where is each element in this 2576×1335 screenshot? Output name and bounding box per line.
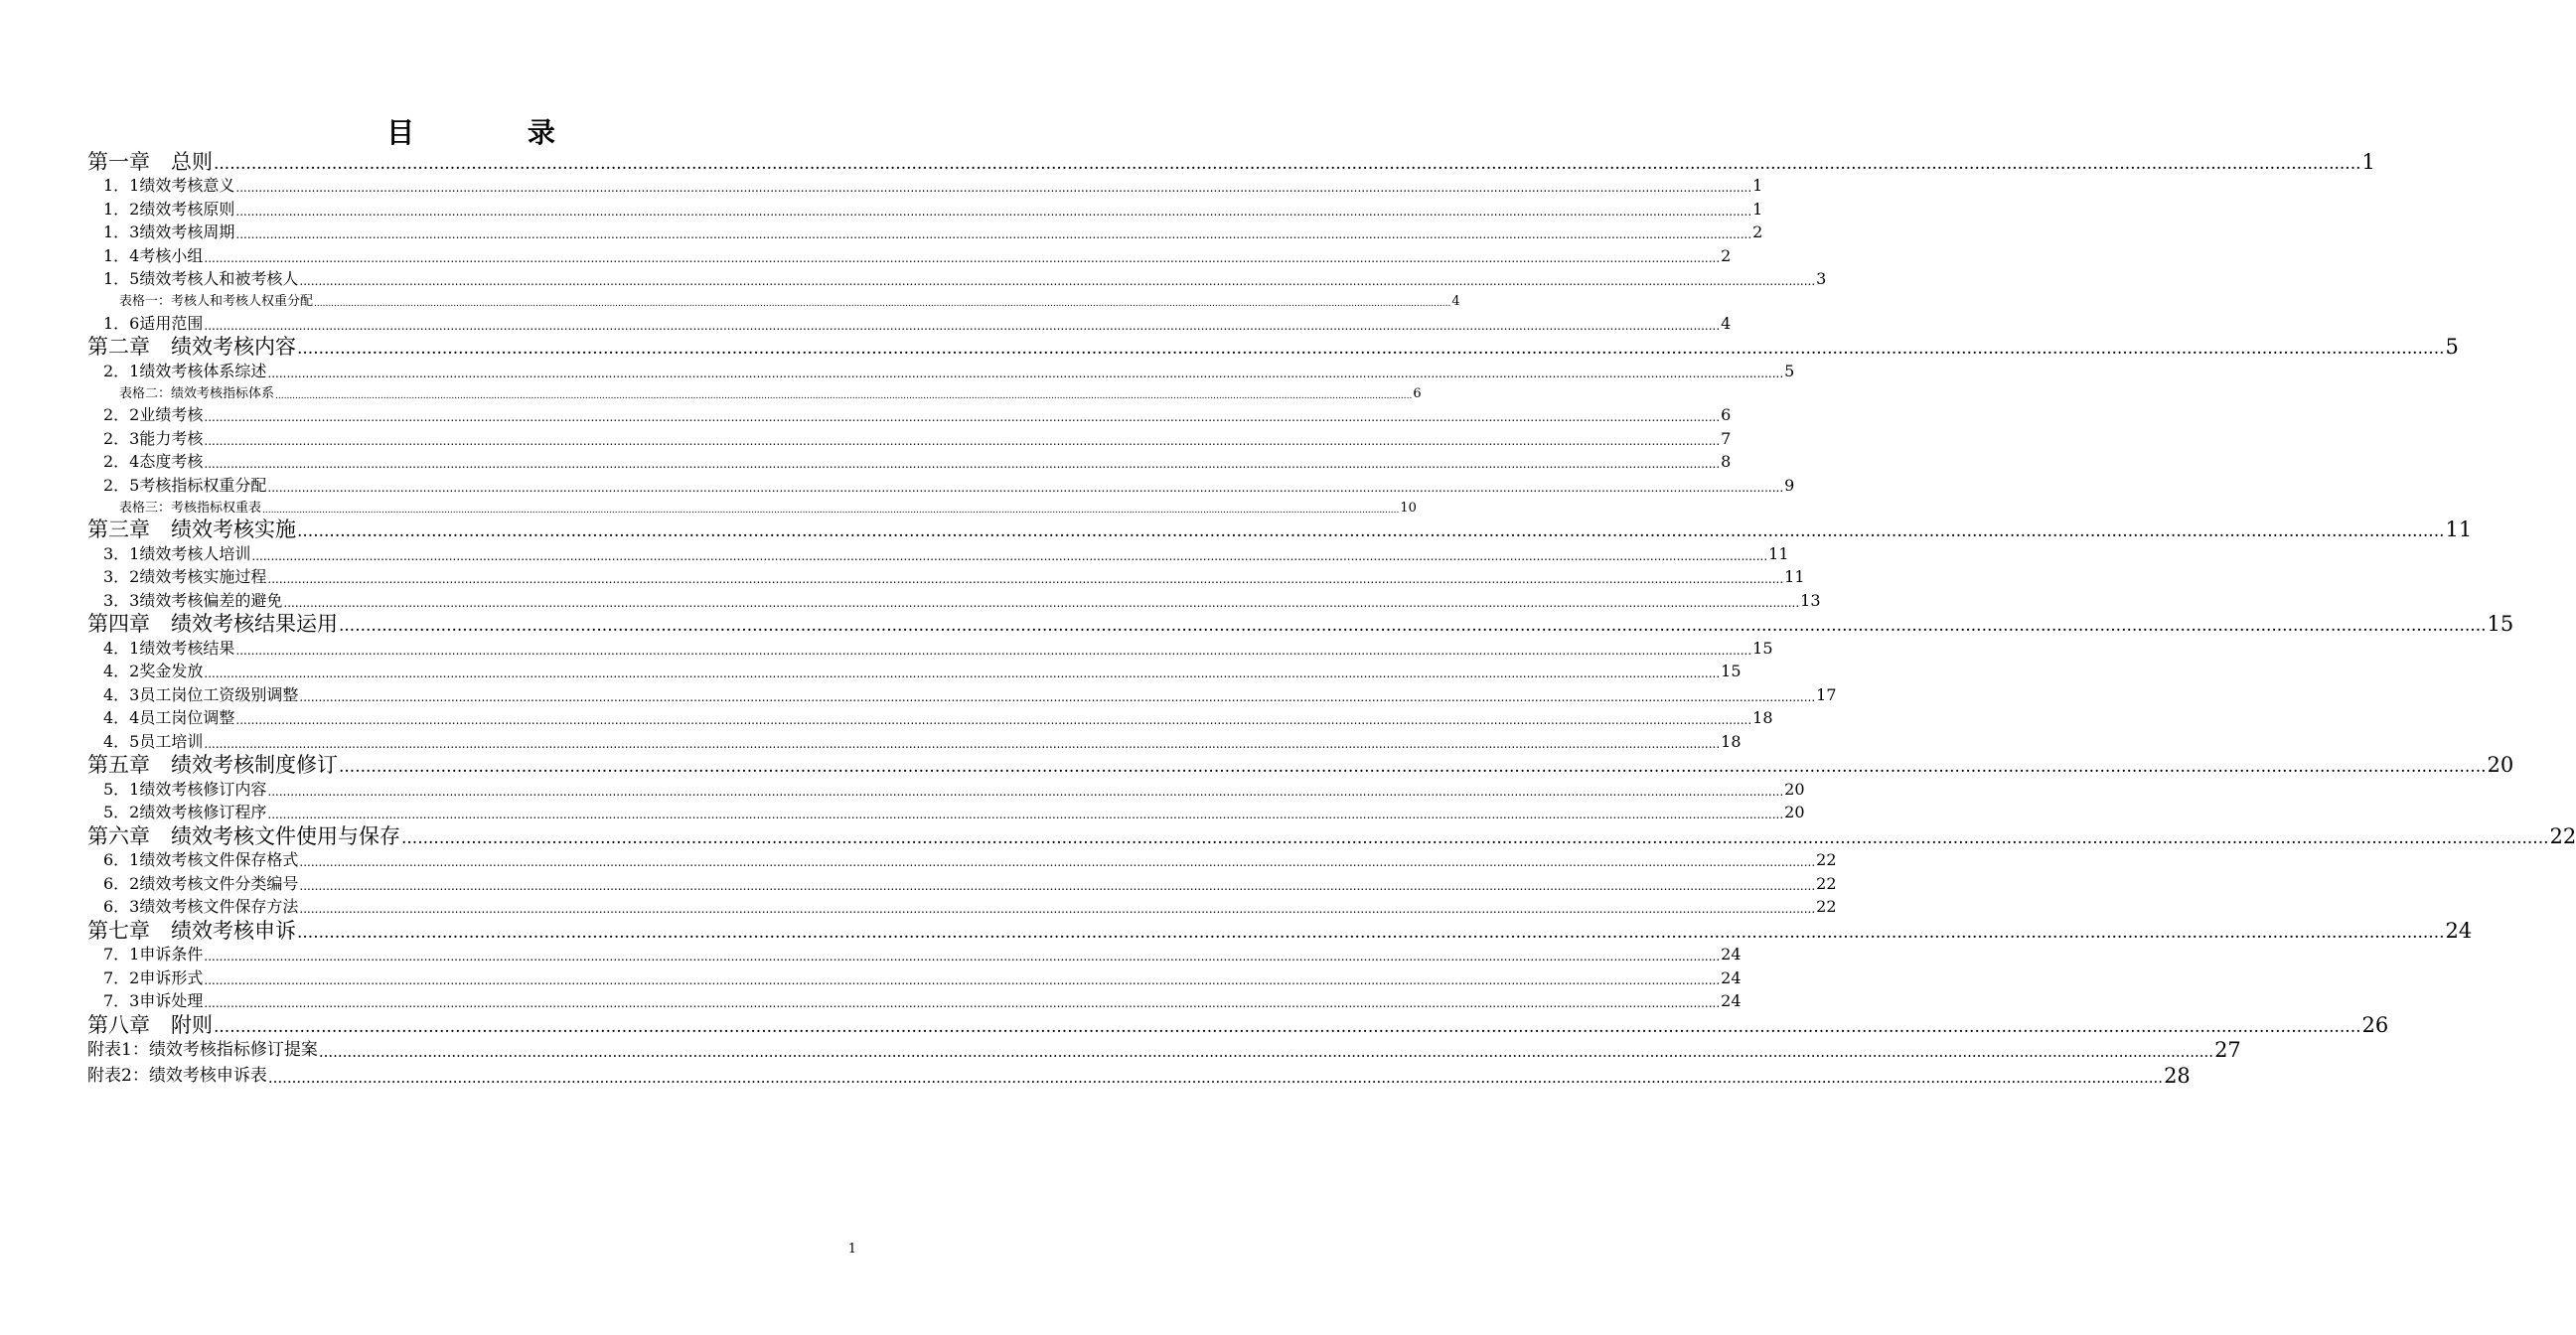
toc-entry[interactable]: [87, 565, 1805, 589]
toc-entry[interactable]: [87, 660, 1742, 683]
dot-leader: ................................................................................................................................................................................................................................................................................................................................................................................................................: [204, 667, 1721, 680]
dot-leader: ................................................................................................................................................................................................................................................................................................................................................................................................................: [267, 572, 1784, 586]
toc-entry-page: 15: [1752, 638, 1773, 658]
dot-leader: ................................................................................................................................................................................................................................................................................................................................................................................................................: [267, 808, 1784, 821]
toc-entry[interactable]: [87, 382, 1422, 403]
toc-entry-page: 24: [1721, 945, 1742, 964]
dot-leader: ................................................................................................................................................................................................................................................................................................................................................................................................................: [299, 274, 1816, 288]
dot-leader: ................................................................................................................................................................................................................................................................................................................................................................................................................: [297, 922, 2445, 943]
toc-entry-page: 1: [1752, 199, 1763, 219]
toc-entry[interactable]: [87, 267, 1827, 291]
toc-entry-page: 15: [1721, 662, 1742, 680]
toc-entry-page: 10: [1400, 500, 1417, 516]
toc-entry[interactable]: [87, 149, 2375, 174]
toc-entry[interactable]: [87, 918, 2473, 943]
toc-entry[interactable]: [87, 335, 2459, 360]
toc-entry-page: 11: [2445, 518, 2473, 541]
dot-leader: ................................................................................................................................................................................................................................................................................................................................................................................................................: [318, 1043, 2214, 1061]
toc-entry-title: 附表1：绩效考核指标修订提案: [87, 1040, 318, 1060]
toc-entry[interactable]: [87, 541, 1789, 565]
toc-entry[interactable]: [87, 174, 1763, 198]
toc-entry-page: 20: [1784, 803, 1805, 821]
toc-entry-title: 第三章 绩效考核实施: [87, 518, 296, 541]
toc-entry-title: 4．5员工培训: [103, 731, 204, 751]
toc-entry[interactable]: [87, 403, 1732, 427]
dot-leader: ................................................................................................................................................................................................................................................................................................................................................................................................................: [297, 521, 2445, 541]
dot-leader: ................................................................................................................................................................................................................................................................................................................................................................................................................: [262, 505, 1400, 516]
toc-entry-title: 第二章 绩效考核内容: [87, 335, 296, 359]
dot-leader: ................................................................................................................................................................................................................................................................................................................................................................................................................: [235, 181, 1752, 195]
dot-leader: ................................................................................................................................................................................................................................................................................................................................................................................................................: [299, 689, 1816, 704]
page-title: 目 录: [386, 116, 557, 149]
toc-entry-title: 第八章 附则: [87, 1012, 213, 1037]
toc-entry[interactable]: [87, 612, 2514, 637]
dot-leader: ................................................................................................................................................................................................................................................................................................................................................................................................................: [297, 339, 2445, 359]
dot-leader: ................................................................................................................................................................................................................................................................................................................................................................................................................: [204, 736, 1721, 751]
toc-entry[interactable]: [87, 777, 1805, 801]
toc-entry-page: 18: [1721, 731, 1742, 751]
toc-entry-title: 表格二：绩效考核指标体系: [119, 385, 275, 401]
dot-leader: ................................................................................................................................................................................................................................................................................................................................................................................................................: [299, 902, 1816, 916]
toc-entry-page: 6: [1721, 405, 1732, 424]
toc-entry-page: 22: [2549, 823, 2576, 848]
dot-leader: ................................................................................................................................................................................................................................................................................................................................................................................................................: [204, 433, 1721, 448]
dot-leader: ................................................................................................................................................................................................................................................................................................................................................................................................................: [204, 972, 1721, 987]
dot-leader: ................................................................................................................................................................................................................................................................................................................................................................................................................: [314, 299, 1451, 309]
toc-entry-page: 18: [1752, 708, 1773, 727]
toc-entry[interactable]: [87, 1037, 2241, 1063]
toc-entry-page: 9: [1784, 475, 1795, 495]
toc-entry-title: 7．2申诉形式: [103, 967, 204, 987]
toc-entry-title: 7．3申诉处理: [103, 991, 204, 1010]
toc-entry[interactable]: [87, 706, 1773, 730]
dot-leader: ................................................................................................................................................................................................................................................................................................................................................................................................................: [339, 616, 2487, 636]
toc-entry-title: 5．2绩效考核修订程序: [103, 803, 267, 821]
dot-leader: ................................................................................................................................................................................................................................................................................................................................................................................................................: [235, 204, 1752, 219]
toc-entry-page: 13: [1800, 590, 1821, 610]
toc-entry-page: 26: [2361, 1012, 2389, 1037]
dot-leader: ................................................................................................................................................................................................................................................................................................................................................................................................................: [267, 1068, 2164, 1087]
toc-entry[interactable]: [87, 848, 1837, 872]
toc-entry[interactable]: [87, 1062, 2191, 1088]
toc-entry-page: 22: [1816, 873, 1837, 893]
toc-entry[interactable]: [87, 965, 1742, 989]
toc-entry-title: 6．2绩效考核文件分类编号: [103, 873, 299, 893]
toc-entry[interactable]: [87, 311, 1732, 335]
toc-entry[interactable]: [87, 989, 1742, 1013]
toc-entry-title: 1．2绩效考核原则: [103, 199, 235, 219]
toc-entry-page: 8: [1721, 452, 1732, 471]
toc-entry-page: 4: [1451, 294, 1460, 309]
toc-entry-page: 2: [1721, 245, 1732, 265]
toc-entry-page: 7: [1721, 428, 1732, 448]
dot-leader: ................................................................................................................................................................................................................................................................................................................................................................................................................: [235, 227, 1752, 241]
toc-entry-title: 6．3绩效考核文件保存方法: [103, 897, 299, 916]
toc-entry-page: 20: [1784, 779, 1805, 799]
toc-entry-title: 5．1绩效考核修订内容: [103, 779, 267, 799]
toc-entry-title: 表格三：考核指标权重表: [119, 500, 262, 516]
dot-leader: ................................................................................................................................................................................................................................................................................................................................................................................................................: [204, 250, 1721, 265]
toc-entry-title: 4．2奖金发放: [103, 662, 204, 680]
dot-leader: ................................................................................................................................................................................................................................................................................................................................................................................................................: [401, 827, 2549, 848]
toc-entry[interactable]: [87, 197, 1763, 221]
toc-entry-title: 3．1绩效考核人培训: [103, 543, 251, 563]
toc-entry-title: 1．3绩效考核周期: [103, 222, 235, 241]
toc-entry-title: 2．5考核指标权重分配: [103, 475, 267, 495]
toc-entry-title: 附表2：绩效考核申诉表: [87, 1065, 267, 1086]
dot-leader: ................................................................................................................................................................................................................................................................................................................................................................................................................: [204, 457, 1721, 471]
toc-entry[interactable]: [87, 497, 1417, 518]
toc-entry[interactable]: [87, 871, 1837, 895]
toc-entry-title: 表格一：考核人和考核人权重分配: [119, 294, 314, 309]
toc-entry[interactable]: [87, 943, 1742, 966]
toc-entry[interactable]: [87, 221, 1763, 244]
toc-entry-page: 22: [1816, 897, 1837, 916]
toc-entry-page: 1: [2361, 149, 2375, 174]
table-of-contents: [87, 149, 2576, 1088]
toc-entry-title: 4．4员工岗位调整: [103, 708, 235, 727]
page-number: 1: [847, 1242, 856, 1257]
toc-entry[interactable]: [87, 801, 1805, 824]
toc-entry[interactable]: [87, 682, 1837, 706]
toc-entry-page: 4: [1721, 313, 1732, 333]
toc-entry[interactable]: [87, 1012, 2389, 1037]
toc-entry-title: 2．3能力考核: [103, 428, 204, 448]
toc-entry-title: 2．1绩效考核体系综述: [103, 361, 267, 380]
dot-leader: ................................................................................................................................................................................................................................................................................................................................................................................................................: [235, 643, 1752, 658]
toc-entry-page: 20: [2487, 753, 2514, 777]
toc-entry-title: 6．1绩效考核文件保存格式: [103, 850, 299, 869]
dot-leader: ................................................................................................................................................................................................................................................................................................................................................................................................................: [267, 480, 1784, 495]
toc-entry-title: 1．5绩效考核人和被考核人: [103, 269, 299, 288]
toc-entry-page: 24: [2445, 918, 2473, 943]
toc-entry-title: 4．1绩效考核结果: [103, 638, 235, 658]
toc-entry-page: 24: [1721, 991, 1742, 1010]
toc-entry-title: 1．4考核小组: [103, 245, 204, 265]
toc-entry-title: 1．6适用范围: [103, 313, 204, 333]
toc-entry[interactable]: [87, 359, 1795, 382]
dot-leader: ................................................................................................................................................................................................................................................................................................................................................................................................................: [204, 950, 1721, 964]
toc-entry-title: 2．4态度考核: [103, 452, 204, 471]
dot-leader: ................................................................................................................................................................................................................................................................................................................................................................................................................: [235, 713, 1752, 727]
toc-entry-page: 22: [1816, 850, 1837, 869]
toc-entry[interactable]: [87, 518, 2473, 542]
toc-entry[interactable]: [87, 895, 1837, 919]
toc-entry[interactable]: [87, 473, 1795, 497]
toc-entry-page: 17: [1816, 684, 1837, 704]
toc-entry-page: 1: [1752, 176, 1763, 195]
toc-entry[interactable]: [87, 729, 1742, 753]
dot-leader: ................................................................................................................................................................................................................................................................................................................................................................................................................: [214, 1016, 2361, 1037]
toc-entry[interactable]: [87, 450, 1732, 474]
dot-leader: ................................................................................................................................................................................................................................................................................................................................................................................................................: [267, 366, 1784, 380]
toc-entry-title: 第七章 绩效考核申诉: [87, 918, 296, 943]
dot-leader: ................................................................................................................................................................................................................................................................................................................................................................................................................: [299, 878, 1816, 893]
toc-entry-page: 3: [1816, 269, 1827, 288]
toc-entry[interactable]: [87, 636, 1773, 660]
toc-entry-title: 第五章 绩效考核制度修订: [87, 753, 338, 777]
toc-entry-page: 24: [1721, 967, 1742, 987]
toc-entry-page: 6: [1413, 385, 1422, 401]
toc-entry-page: 28: [2164, 1063, 2191, 1088]
toc-entry[interactable]: [87, 243, 1732, 267]
toc-entry-title: 3．2绩效考核实施过程: [103, 567, 267, 586]
toc-entry[interactable]: [87, 588, 1821, 612]
toc-entry-title: 1．1绩效考核意义: [103, 176, 235, 195]
dot-leader: ................................................................................................................................................................................................................................................................................................................................................................................................................: [339, 757, 2487, 777]
dot-leader: ................................................................................................................................................................................................................................................................................................................................................................................................................: [204, 410, 1721, 424]
toc-entry-title: 第六章 绩效考核文件使用与保存: [87, 823, 400, 848]
toc-entry-title: 第一章 总则: [87, 149, 213, 174]
toc-entry-page: 27: [2214, 1038, 2241, 1062]
dot-leader: ................................................................................................................................................................................................................................................................................................................................................................................................................: [267, 784, 1784, 799]
toc-entry-title: 4．3员工岗位工资级别调整: [103, 684, 299, 704]
toc-entry[interactable]: [87, 426, 1732, 450]
dot-leader: ................................................................................................................................................................................................................................................................................................................................................................................................................: [275, 390, 1413, 401]
toc-entry-title: 第四章 绩效考核结果运用: [87, 612, 338, 636]
toc-entry[interactable]: [87, 753, 2514, 778]
toc-entry-page: 11: [1784, 567, 1805, 586]
dot-leader: ................................................................................................................................................................................................................................................................................................................................................................................................................: [204, 318, 1721, 333]
toc-entry[interactable]: [87, 290, 1460, 311]
dot-leader: ................................................................................................................................................................................................................................................................................................................................................................................................................: [204, 996, 1721, 1010]
dot-leader: ................................................................................................................................................................................................................................................................................................................................................................................................................: [251, 548, 1768, 563]
toc-entry-page: 11: [1768, 543, 1789, 563]
dot-leader: ................................................................................................................................................................................................................................................................................................................................................................................................................: [283, 595, 1800, 610]
toc-entry-page: 5: [2445, 335, 2459, 359]
toc-entry-title: 3．3绩效考核偏差的避免: [103, 590, 283, 610]
toc-entry-title: 2．2业绩考核: [103, 405, 204, 424]
toc-entry[interactable]: [87, 823, 2576, 848]
toc-entry-page: 2: [1752, 222, 1763, 241]
toc-entry-page: 15: [2487, 612, 2514, 636]
toc-entry-page: 5: [1784, 361, 1795, 380]
dot-leader: ................................................................................................................................................................................................................................................................................................................................................................................................................: [299, 855, 1816, 869]
dot-leader: ................................................................................................................................................................................................................................................................................................................................................................................................................: [214, 153, 2361, 174]
toc-entry-title: 7．1申诉条件: [103, 945, 204, 964]
